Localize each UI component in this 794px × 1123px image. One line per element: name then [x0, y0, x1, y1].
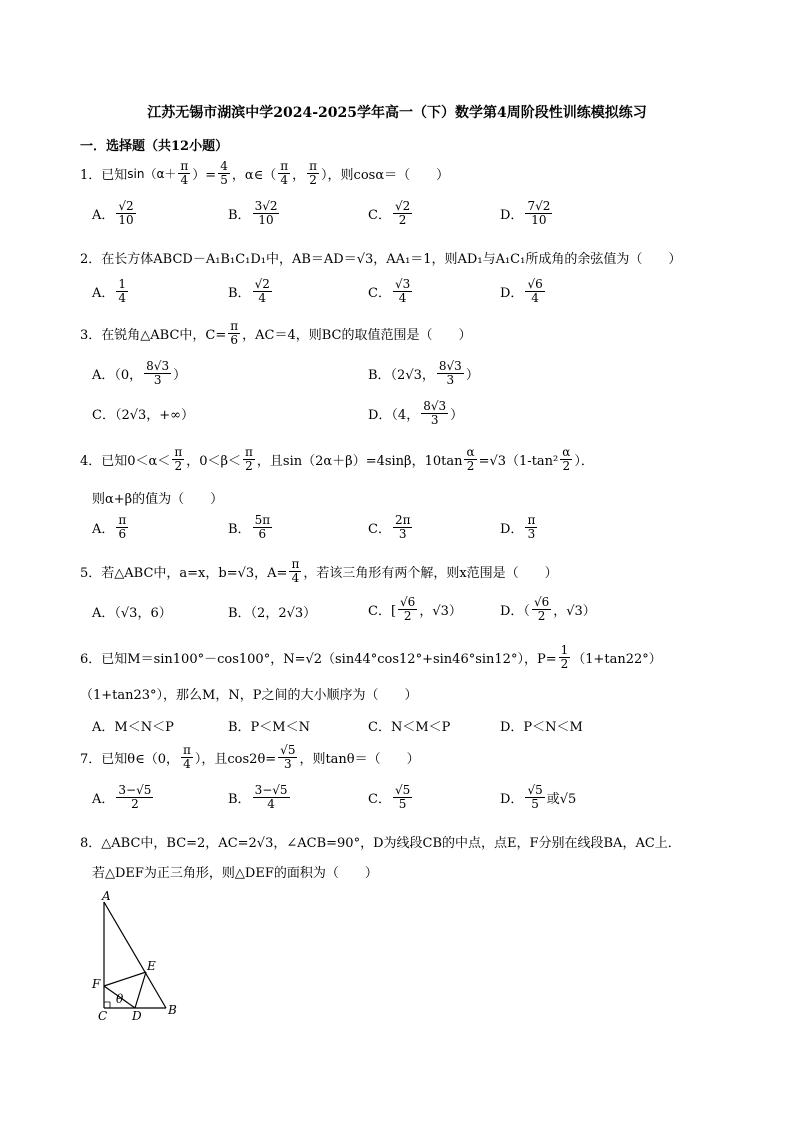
q6-option-a[interactable]: A．M＜N＜P	[92, 720, 174, 735]
question-7: 7．已知θ∈（0， $\frac{\pi}{4}$ ），且cos2θ= $\frac{√5}{3}$ ，则tanθ＝（ ）	[80, 743, 420, 771]
question-4: 4．已知 0＜α＜ $\frac{\pi}{2}$ ，0＜β＜ $\frac{\pi}{2}$ ，且sin（2α＋β）=4sinβ，10tan $\frac{\alpha}{2}$ =√3（1-tan² $\frac{\alpha}{2}$ ）．	[80, 445, 594, 473]
q2-option-b[interactable]: B． $\frac{√2}{4}$	[228, 277, 270, 305]
question-4-line2: 则α+β的值为（ ）	[92, 492, 224, 507]
q4-option-b[interactable]: B． $\frac{5\pi}{6}$	[228, 513, 271, 541]
question-1: 1． 已知 sin（α＋ $\frac{\pi}{4}$ ）= $\frac{4}{5}$ ，α∈（ $\frac{\pi}{4}$ ， $\frac{\pi}{2}$ ），则cosα＝（ ）	[80, 159, 450, 187]
q2-option-a[interactable]: A． $\frac{1}{4}$	[92, 277, 127, 305]
side-ef	[104, 972, 146, 986]
label-a: A	[102, 890, 111, 903]
q1-option-b[interactable]: B． $\frac{3√2}{10}$	[228, 199, 278, 227]
label-d: D	[132, 1009, 142, 1023]
q3-option-a[interactable]: A．（0， $\frac{8√3}{3}$ ）	[92, 359, 187, 387]
q5-option-d[interactable]: D．（ $\frac{√6}{2}$ ，√3）	[500, 595, 596, 623]
right-angle-mark	[104, 1002, 110, 1008]
question-8-line2: 若△DEF为正三角形，则△DEF的面积为（ ）	[92, 866, 378, 881]
page-title: 江苏无锡市湖滨中学2024-2025学年高一（下）数学第4周阶段性训练模拟练习	[147, 105, 647, 121]
side-de	[135, 972, 146, 1008]
q7-option-b[interactable]: B． $\frac{3-√5}{4}$	[228, 783, 288, 811]
label-c: C	[98, 1009, 108, 1023]
question-6-line2: （1+tan23°），那么M，N，P之间的大小顺序为（ ）	[80, 688, 418, 703]
q3-option-b[interactable]: B．（2√3， $\frac{8√3}{3}$ ）	[368, 359, 479, 387]
question-8: 8．△ABC中，BC=2，AC=2√3，∠ACB=90°，D为线段CB的中点，点E，F分别在线段BA，AC上．	[80, 836, 681, 851]
q4-option-d[interactable]: D． $\frac{\pi}{3}$	[500, 513, 536, 541]
q1-option-a[interactable]: A． $\frac{√2}{10}$	[92, 199, 134, 227]
question-6: 6．已知M＝sin100°－cos100°，N=√2（sin44°cos12°+sin46°sin12°），P= $\frac{1}{2}$ （1+tan22°）	[80, 643, 662, 671]
q7-option-c[interactable]: C． $\frac{√5}{5}$	[368, 783, 411, 811]
label-e: E	[147, 959, 156, 973]
q3-option-d[interactable]: D．（4， $\frac{8√3}{3}$ ）	[368, 399, 464, 427]
section-heading: 一．选择题（共12小题）	[80, 139, 229, 154]
q1-option-d[interactable]: D． $\frac{7√2}{10}$	[500, 199, 551, 227]
q2-option-c[interactable]: C． $\frac{√3}{4}$	[368, 277, 411, 305]
q2-option-d[interactable]: D． $\frac{√6}{4}$	[500, 277, 543, 305]
question-5: 5．若△ABC中，a=x，b=√3，A= $\frac{\pi}{4}$ ，若该三角形有两个解，则x范围是（ ）	[80, 557, 558, 585]
label-theta: θ	[116, 992, 124, 1006]
q5-option-c[interactable]: C．[ $\frac{√6}{2}$ ，√3）	[368, 595, 462, 623]
q7-option-d[interactable]: D． $\frac{√5}{5}$ 或√5	[500, 783, 577, 811]
q6-option-d[interactable]: D．P＜N＜M	[500, 720, 583, 735]
label-b: B	[168, 1003, 177, 1017]
q4-option-c[interactable]: C． $\frac{2\pi}{3}$	[368, 513, 411, 541]
q6-option-c[interactable]: C．N＜M＜P	[368, 720, 451, 735]
triangle-figure	[90, 890, 190, 1025]
q5-option-b[interactable]: B．（2，2√3）	[228, 606, 317, 621]
q3-option-c[interactable]: C．（2√3，+∞）	[92, 408, 194, 423]
q1-option-c[interactable]: C． $\frac{√2}{2}$	[368, 199, 411, 227]
q5-option-a[interactable]: A．（√3，6）	[92, 606, 172, 621]
question-2: 2．在长方体ABCD－A₁B₁C₁D₁中，AB＝AD＝√3，AA₁＝1，则AD₁与A₁C₁所成角的余弦值为（ ）	[80, 252, 682, 267]
q7-option-a[interactable]: A． $\frac{3-√5}{2}$	[92, 783, 152, 811]
label-f: F	[92, 977, 101, 991]
question-3: 3．在锐角△ABC中，C= $\frac{\pi}{6}$ ，AC＝4，则BC的取值范围是（ ）	[80, 319, 472, 347]
q4-option-a[interactable]: A． $\frac{\pi}{6}$	[92, 513, 127, 541]
q6-option-b[interactable]: B．P＜M＜N	[228, 720, 310, 735]
